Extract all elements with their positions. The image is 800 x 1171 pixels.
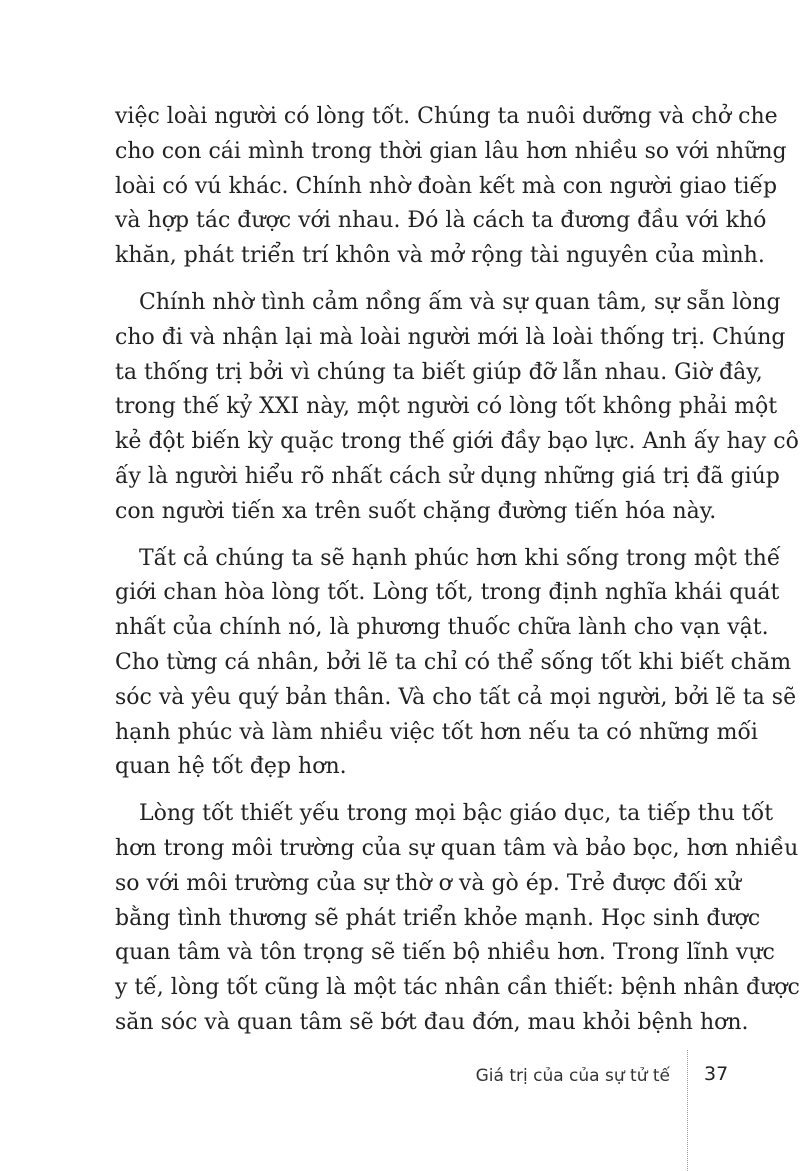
- paragraph-2: [115, 286, 799, 530]
- text-line: cho đi và nhận lại mà loài người mới là loài thống trị. Chúng: [115, 324, 786, 350]
- text-line: hơn trong môi trường của sự quan tâm và bảo bọc, hơn nhiều: [115, 835, 799, 861]
- paragraph-1: [115, 100, 787, 274]
- text-line: ấy là người hiểu rõ nhất cách sử dụng những giá trị đã giúp: [115, 463, 780, 489]
- text-line: Cho từng cá nhân, bởi lẽ ta chỉ có thể sống tốt khi biết chăm: [115, 649, 792, 675]
- text-line: nhất của chính nó, là phương thuốc chữa lành cho vạn vật.: [115, 615, 769, 641]
- text-line: Lòng tốt thiết yếu trong mọi bậc giáo dục, ta tiếp thu tốt: [139, 801, 774, 827]
- text-line: Tất cả chúng ta sẽ hạnh phúc hơn khi sống trong một thế: [139, 545, 781, 571]
- page-number: 37: [704, 1063, 729, 1085]
- text-line: việc loài người có lòng tốt. Chúng ta nuôi dưỡng và chở che: [115, 104, 778, 129]
- text-line: và hợp tác được với nhau. Đó là cách ta đương đầu với khó: [115, 208, 767, 234]
- text-line: kẻ đột biến kỳ quặc trong thế giới đầy bạo lực. Anh ấy hay cô: [115, 429, 799, 455]
- running-title: Giá trị của của sự tử tế: [475, 1066, 670, 1086]
- text-line: so với môi trường của sự thờ ơ và gò ép. Trẻ được đối xử: [115, 870, 742, 896]
- text-line: bằng tình thương sẽ phát triển khỏe mạnh. Học sinh được: [115, 905, 761, 931]
- text-line: quan tâm và tôn trọng sẽ tiến bộ nhiều hơn. Trong lĩnh vực: [115, 940, 775, 966]
- text-line: giới chan hòa lòng tốt. Lòng tốt, trong định nghĩa khái quát: [115, 580, 780, 606]
- footer-divider: [687, 1050, 688, 1171]
- text-line: khăn, phát triển trí khôn và mở rộng tài nguyên của mình.: [115, 243, 765, 269]
- paragraph-3: [115, 542, 797, 786]
- text-line: Chính nhờ tình cảm nồng ấm và sự quan tâm, sự sẵn lòng: [139, 289, 781, 315]
- text-line: săn sóc và quan tâm sẽ bớt đau đớn, mau khỏi bệnh hơn.: [115, 1009, 749, 1035]
- text-line: cho con cái mình trong thời gian lâu hơn nhiều so với những: [115, 138, 787, 164]
- text-line: con người tiến xa trên suốt chặng đường tiến hóa này.: [115, 498, 717, 524]
- text-line: hạnh phúc và làm nhiều việc tốt hơn nếu ta có những mối: [115, 719, 758, 745]
- text-line: ta thống trị bởi vì chúng ta biết giúp đỡ lẫn nhau. Giờ đây,: [115, 359, 763, 385]
- text-line: y tế, lòng tốt cũng là một tác nhân cần thiết: bệnh nhân được: [115, 975, 800, 1001]
- text-line: sóc và yêu quý bản thân. Và cho tất cả mọi người, bởi lẽ ta sẽ: [115, 684, 797, 710]
- text-line: trong thế kỷ XXI này, một người có lòng tốt không phải một: [115, 394, 778, 420]
- paragraph-4: [115, 797, 800, 1041]
- text-line: loài có vú khác. Chính nhờ đoàn kết mà con người giao tiếp: [115, 173, 778, 199]
- body-text: [115, 100, 800, 1053]
- text-line: quan hệ tốt đẹp hơn.: [115, 754, 347, 780]
